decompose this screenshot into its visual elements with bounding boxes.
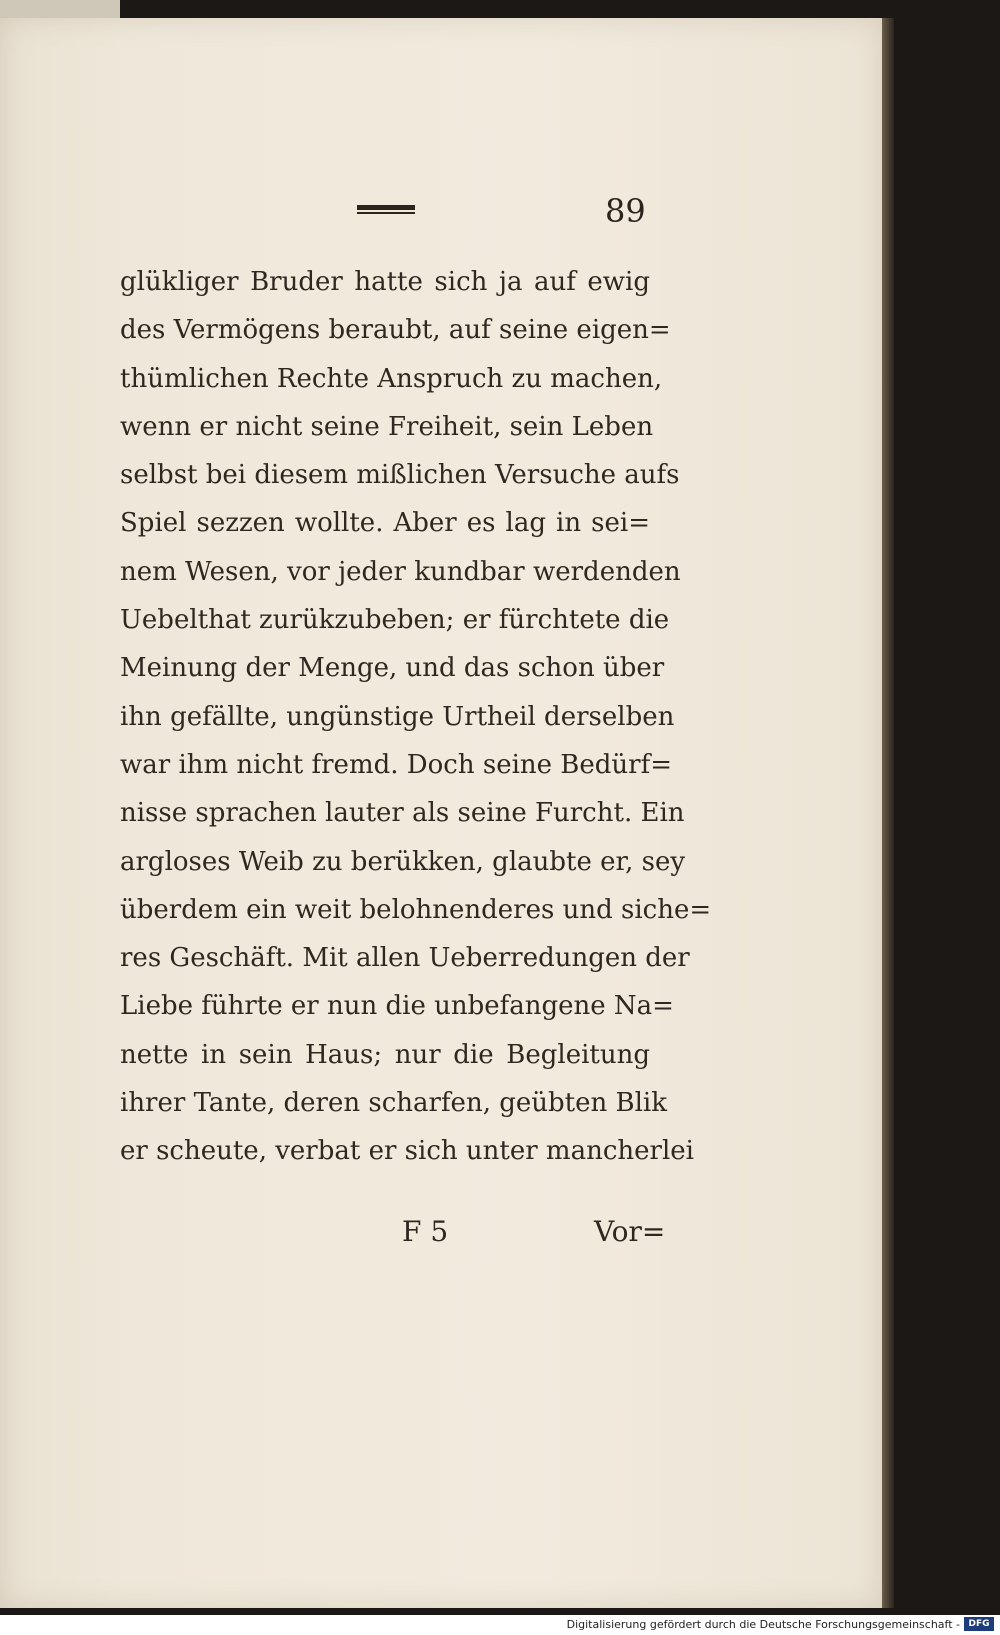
page-edge-shadow: [882, 18, 894, 1608]
body-text: [120, 258, 712, 1176]
catchword: Vor=: [594, 1215, 666, 1248]
text-line: des Vermögens beraubt, auf seine eigen=: [120, 315, 671, 346]
text-line: selbst bei diesem mißlichen Versuche aufs: [120, 460, 680, 491]
text-line: nem Wesen, vor jeder kundbar werdenden: [120, 556, 681, 587]
text-line: argloses Weib zu berükken, glaubte er, sey: [120, 846, 686, 877]
dfg-logo: DFG: [964, 1617, 994, 1631]
page-number: 89: [605, 192, 646, 230]
scan-top-strip: [0, 0, 120, 18]
text-line: er scheute, verbat er sich unter mancherlei: [120, 1136, 694, 1167]
text-line: thümlichen Rechte Anspruch zu machen,: [120, 363, 663, 394]
text-line: nisse sprachen lauter als seine Furcht. Ein: [120, 798, 685, 829]
text-line: ihrer Tante, deren scharfen, geübten Blik: [120, 1088, 667, 1119]
text-line: glükliger Bruder hatte sich ja auf ewig: [120, 267, 650, 297]
text-line: ihn gefällte, ungünstige Urtheil derselben: [120, 701, 675, 732]
text-line: wenn er nicht seine Freiheit, sein Leben: [120, 411, 654, 442]
text-line: überdem ein weit belohnenderes und siche=: [120, 894, 712, 925]
text-line: res Geschäft. Mit allen Ueberredungen der: [120, 943, 690, 974]
header-rule: [357, 205, 415, 214]
signature-mark: F 5: [402, 1215, 449, 1248]
footer-credit: Digitalisierung gefördert durch die Deutsche Forschungsgemeinschaft -: [566, 1618, 960, 1631]
text-line: Spiel sezzen wollte. Aber es lag in sei=: [120, 508, 650, 539]
text-line: Uebelthat zurükzubeben; er fürchtete die: [120, 605, 670, 636]
text-line: war ihm nicht fremd. Doch seine Bedürf=: [120, 749, 673, 780]
text-line: Meinung der Menge, und das schon über: [120, 653, 665, 684]
text-line: nette in sein Haus; nur die Begleitung: [120, 1039, 650, 1070]
text-line: Liebe führte er nun die unbefangene Na=: [120, 991, 674, 1022]
